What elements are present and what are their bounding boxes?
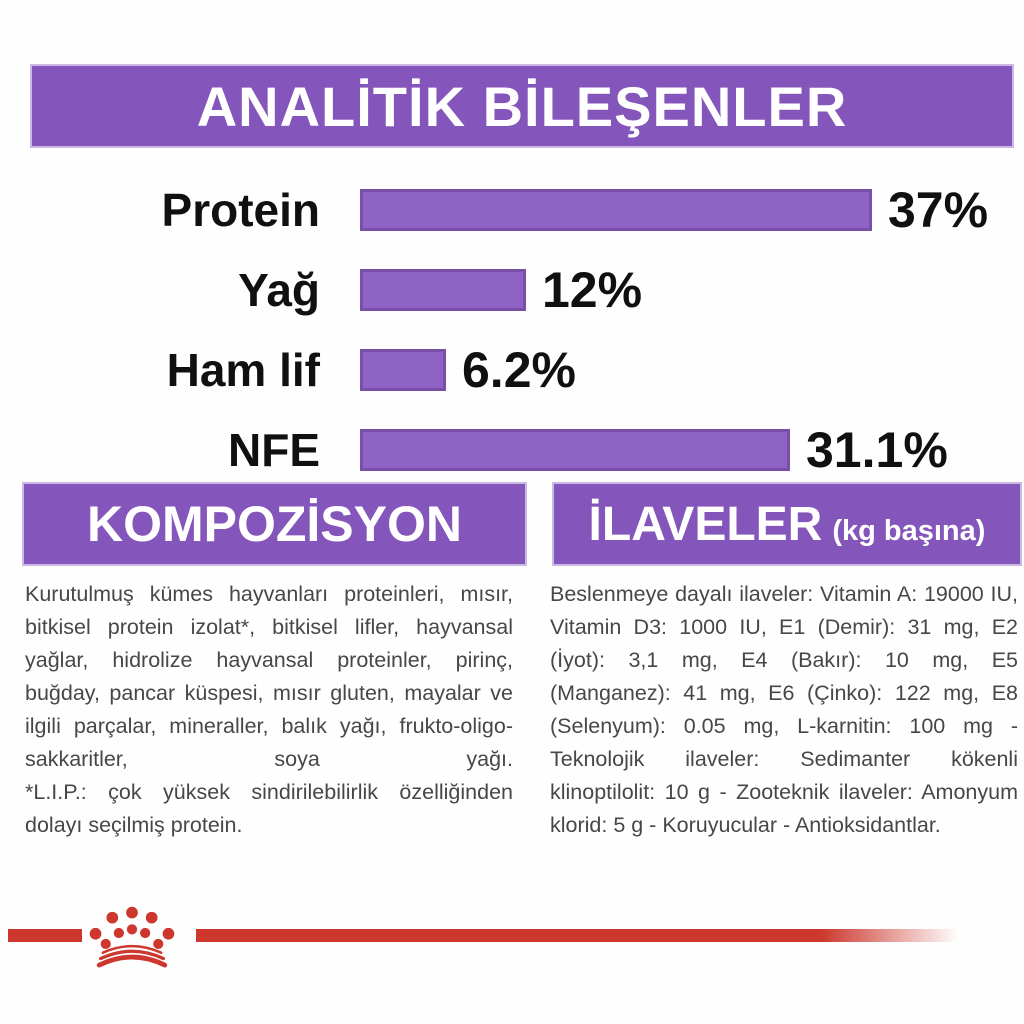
composition-title: KOMPOZİSYON (86, 496, 463, 552)
chart-row (30, 170, 1010, 250)
chart-bar (360, 349, 446, 391)
analytics-header (30, 64, 1014, 148)
analytic-chart (30, 170, 1010, 490)
composition-text (25, 578, 513, 842)
chart-category-label: Yağ (238, 264, 320, 316)
composition-note: *L.I.P.: çok yüksek sindirilebilirlik özelliğinden dolayı seçilmiş protein. (25, 780, 513, 837)
chart-row (30, 410, 1010, 490)
additives-title: İLAVELER (588, 497, 823, 551)
chart-row (30, 330, 1010, 410)
additives-header (552, 482, 1022, 566)
red-divider-left (8, 929, 82, 942)
chart-category-label: Ham lif (166, 344, 320, 396)
additives-body: Beslenmeye dayalı ilaveler: Vitamin A: 19000 IU, Vitamin D3: 1000 IU, E1 (Demir): 31 mg, E2 (İyot): 3,1 mg, E4 (Bakır): 10 mg, E5 (Manganez): 41 mg, E6 (Çinko): 122 mg, E8 (Selenyum): 0.05 mg, L-karnitin: 100 mg - Teknolojik ilaveler: Sedimanter kökenli klinoptilolit: 10 g - Zooteknik ilaveler: Amonyum klorid: 5 g - Koruyucular - Antioksidantlar. (550, 582, 1018, 837)
chart-category-label: NFE (228, 424, 320, 476)
additives-subtitle: (kg başına) (832, 514, 986, 547)
chart-bar (360, 429, 790, 471)
chart-value-label: 6.2% (462, 342, 576, 398)
composition-header (22, 482, 527, 566)
additives-text (550, 578, 1018, 842)
chart-bar (360, 189, 872, 231)
chart-category-label: Protein (161, 184, 320, 236)
chart-value-label: 37% (888, 182, 989, 238)
chart-bar (360, 269, 526, 311)
red-divider-right (196, 929, 958, 942)
chart-row (30, 250, 1010, 330)
chart-value-label: 12% (542, 262, 643, 318)
analytics-title: ANALİTİK BİLEŞENLER (196, 74, 848, 138)
royal-canin-crown-logo (86, 906, 178, 968)
chart-value-label: 31.1% (806, 422, 948, 478)
composition-body: Kurutulmuş kümes hayvanları proteinleri, mısır, bitkisel protein izolat*, bitkisel lifler, hayvansal yağlar, hidrolize hayvansal proteinler, pirinç, buğday, pancar küspesi, mısır gluten, mayalar ve ilgili parçalar, mineraller, balık yağı, frukto-oligo-sakkaritler, soya yağı. (25, 582, 513, 771)
